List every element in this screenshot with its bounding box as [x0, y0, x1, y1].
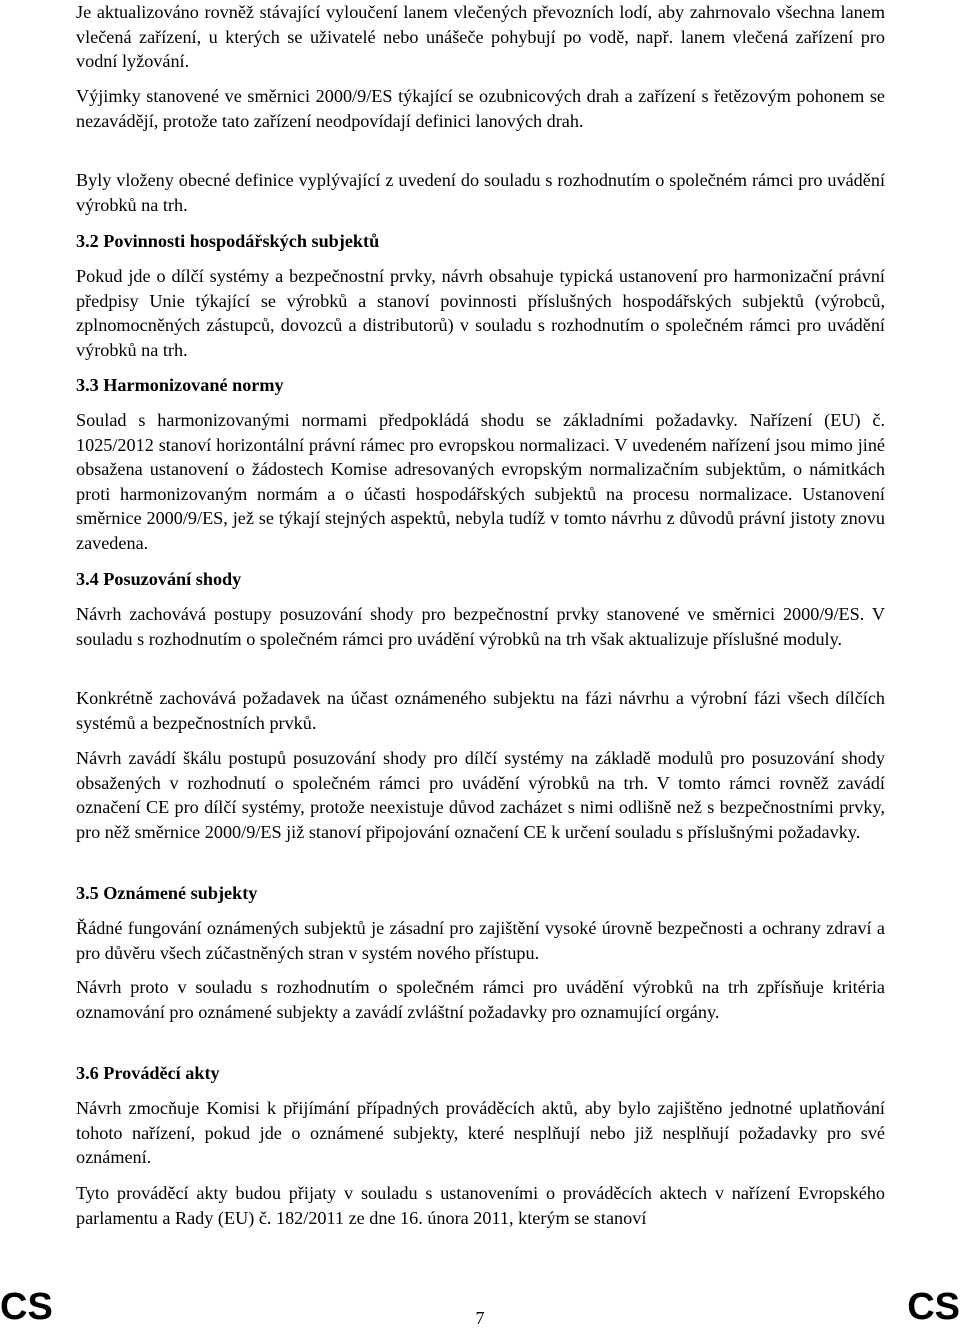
heading-3-3: 3.3 Harmonizované normy: [76, 375, 284, 395]
heading-3-5: 3.5 Oznámené subjekty: [76, 883, 258, 903]
paragraph-economic-operators: Pokud jde o dílčí systémy a bezpečnostní prvky, návrh obsahuje typická ustanovení pro harmonizační právní předpisy Unie týkající se výrobků a stanoví povinnosti příslušných hospodářských subjektů (výrobců, zplnomocněných zástupců, dovozců a distributorů) v souladu s rozhodnutím o společném rámci pro uvádění výrobků na trh.: [76, 266, 885, 360]
footer-language-code-left: CS: [0, 1286, 53, 1328]
paragraph-exclusion-towed-devices: Je aktualizováno rovněž stávající vyloučení lanem vlečených převozních lodí, aby zahrnovalo všechna lanem vlečená zařízení, u kterých se uživatelé nebo unášeče pohybují po vodě, např. lanem vlečená zařízení pro vodní lyžování.: [76, 2, 885, 72]
paragraph-notification-criteria: Návrh proto v souladu s rozhodnutím o společném rámci pro uvádění výrobků na trh zpřísňuje kritéria oznamování pro oznámené subjekty a zavádí zvláštní požadavky pro oznamující orgány.: [76, 977, 885, 1022]
heading-3-4: 3.4 Posuzování shody: [76, 569, 242, 589]
paragraph-implementing-acts-empowerment: Návrh zmocňuje Komisi k přijímání případných prováděcích aktů, aby bylo zajištěno jednotné uplatňování tohoto nařízení, pokud jde o oznámené subjekty, které nesplňují nebo již nesplňují požadavky pro své oznámení.: [76, 1098, 885, 1168]
paragraph-definitions: Byly vloženy obecné definice vyplývající z uvedení do souladu s rozhodnutím o společném rámci pro uvádění výrobků na trh.: [76, 170, 885, 215]
paragraph-notified-body-participation: Konkrétně zachovává požadavek na účast oznámeného subjektu na fázi návrhu a výrobní fázi všech dílčích systémů a bezpečnostních prvků.: [76, 688, 885, 733]
paragraph-exemptions: Výjimky stanovené ve směrnici 2000/9/ES týkající se ozubnicových drah a zařízení s řetězovým pohonem se nezavádějí, protože tato zařízení neodpovídají definici lanových drah.: [76, 86, 885, 131]
footer-language-code-right: CS: [907, 1286, 960, 1328]
heading-3-6: 3.6 Prováděcí akty: [76, 1063, 220, 1083]
paragraph-conformity-procedures: Návrh zachovává postupy posuzování shody pro bezpečnostní prvky stanovené ve směrnici 2000/9/ES. V souladu s rozhodnutím o společném rámci pro uvádění výrobků na trh však aktualizuje příslušné moduly.: [76, 604, 885, 649]
paragraph-ce-marking: Návrh zavádí škálu postupů posuzování shody pro dílčí systémy na základě modulů pro posuzování shody obsažených v rozhodnutí o společném rámci pro uvádění výrobků na trh. V tomto rámci rovněž zavádí označení CE pro dílčí systémy, protože neexistuje důvod zacházet s nimi odlišně než s bezpečnostními prvky, pro něž směrnice 2000/9/ES již stanoví připojování označení CE k určení souladu s příslušnými požadavky.: [76, 748, 885, 842]
paragraph-notified-bodies-functioning: Řádné fungování oznámených subjektů je zásadní pro zajištění vysoké úrovně bezpečnosti a ochrany zdraví a pro důvěru všech zúčastněných stran v systém nového přístupu.: [76, 918, 885, 963]
heading-3-2: 3.2 Povinnosti hospodářských subjektů: [76, 231, 380, 251]
paragraph-harmonised-standards: Soulad s harmonizovanými normami předpokládá shodu se základními požadavky. Nařízení (EU) č. 1025/2012 stanoví horizontální právní rámec pro evropskou normalizaci. V uvedeném nařízení jsou mimo jiné obsažena ustanovení o žádostech Komise adresovaných evropským normalizačním subjektům, o námitkách proti harmonizovaným normám a o účasti hospodářských subjektů na procesu normalizace. Ustanovení směrnice 2000/9/ES, jež se týkají stejných aspektů, nebyla tudíž v tomto návrhu z důvodů právní jistoty znovu zavedena.: [76, 410, 885, 553]
paragraph-implementing-acts-adoption: Tyto prováděcí akty budou přijaty v souladu s ustanoveními o prováděcích aktech v nařízení Evropského parlamentu a Rady (EU) č. 182/2011 ze dne 16. února 2011, kterým se stanoví: [76, 1183, 885, 1228]
page-number: 7: [475, 1308, 485, 1328]
